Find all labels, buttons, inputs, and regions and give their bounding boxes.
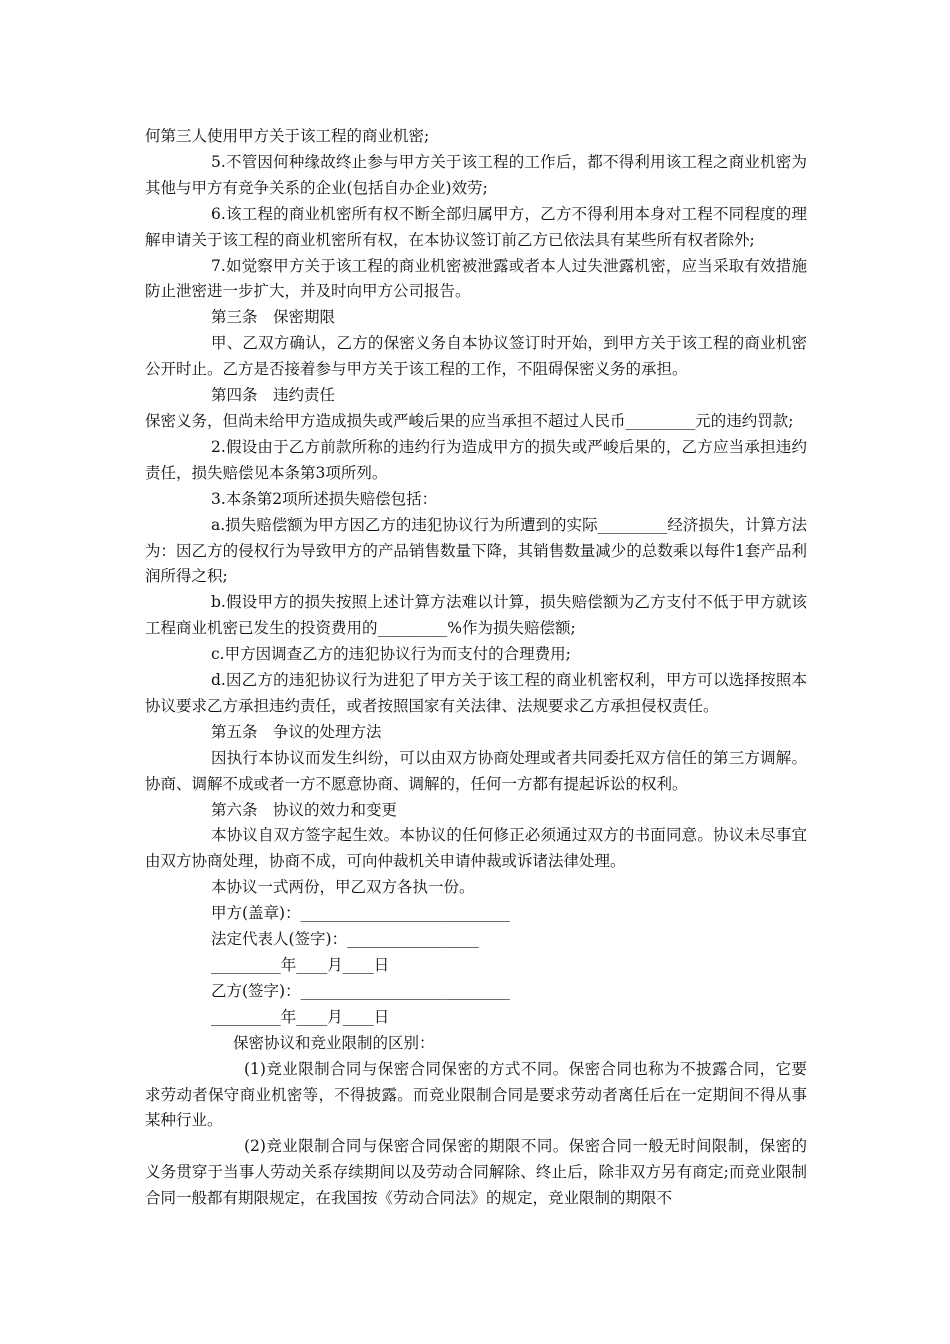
article-4-item-3: 3.本条第2项所述损失赔偿包括： [211,489,438,508]
article-6-body: 本协议自双方签字起生效。本协议的任何修正必须通过双方的书面同意。协议未尽事宜由双方协商处理，协商不成，可向仲裁机关申请仲裁或诉诸法律处理。 [145,826,807,871]
article-4-heading: 第四条 违约责任 [211,386,336,405]
party-a-seal-line: 甲方(盖章)：___________________________ [211,904,510,923]
difference-item-1: (1)竞业限制合同与保密合同保密的方式不同。保密合同也称为不披露合同，它要求劳动者保守商业机密等，不得披露。而竞业限制合同是要求劳动者离任后在一定期间不得从事某种行业。 [145,1059,807,1130]
article-4-item-1: 保密义务，但尚未给甲方造成损失或严峻后果的应当承担不超过人民币_________元的违约罚款; [145,411,794,430]
article-5-heading: 第五条 争议的处理方法 [211,722,382,741]
article-5-body: 因执行本协议而发生纠纷，可以由双方协商处理或者共同委托双方信任的第三方调解。协商、调解不成或者一方不愿意协商、调解的，任何一方都有提起诉讼的权利。 [145,748,807,793]
difference-item-2: (2)竞业限制合同与保密合同保密的期限不同。保密合同一般无时间限制，保密的义务贯穿于当事人劳动关系存续期间以及劳动合同解除、终止后，除非双方另有商定;而竞业限制合同一般都有期限规定，在我国按《劳动合同法》的规定，竞业限制的期限不 [145,1137,807,1208]
paragraph-continuation: 何第三人使用甲方关于该工程的商业机密; [145,127,430,145]
article-6-heading: 第六条 协议的效力和变更 [211,800,398,819]
clause-item-6: 6.该工程的商业机密所有权不断全部归属甲方，乙方不得利用本身对工程不同程度的理解申请关于该工程的商业机密所有权，在本协议签订前乙方已依法具有某些所有权者除外; [145,204,807,249]
party-a-date-line: _________年____月____日 [211,956,390,974]
party-b-signature-line: 乙方(签字)：___________________________ [211,981,510,1000]
clause-item-5: 5.不管因何种缘故终止参与甲方关于该工程的工作后，都不得利用该工程之商业机密为其他与甲方有竞争关系的企业(包括自办企业)效劳; [145,152,807,197]
article-3-heading: 第三条 保密期限 [211,308,336,327]
party-b-date-line: _________年____月____日 [211,1007,390,1026]
compensation-item-c: c.甲方因调查乙方的违犯协议行为而支付的合理费用; [211,645,571,664]
compensation-item-d: d.因乙方的违犯协议行为进犯了甲方关于该工程的商业机密权利，甲方可以选择按照本协议要求乙方承担违约责任，或者按照国家有关法律、法规要求乙方承担侵权责任。 [145,671,807,715]
copies-note: 本协议一式两份，甲乙双方各执一份。 [211,878,475,897]
document-body [145,124,807,1212]
compensation-item-b: b.假设甲方的损失按照上述计算方法难以计算，损失赔偿额为乙方支付不低于甲方就该工程商业机密已发生的投资费用的_________%作为损失赔偿额; [145,593,807,638]
compensation-item-a: a.损失赔偿额为甲方因乙方的违犯协议行为所遭到的实际_________经济损失，计算方法为：因乙方的侵权行为导致甲方的产品销售数量下降，其销售数量减少的总数乘以每件1套产品利润所得之积; [145,515,807,586]
article-3-body: 甲、乙双方确认，乙方的保密义务自本协议签订时开始，到甲方关于该工程的商业机密公开时止。乙方是否接着参与甲方关于该工程的工作，不阻碍保密义务的承担。 [145,334,807,379]
difference-heading: 保密协议和竞业限制的区别： [233,1033,435,1052]
legal-representative-line: 法定代表人(签字)：_________________ [211,930,479,949]
article-4-item-2: 2.假设由于乙方前款所称的违约行为造成甲方的损失或严峻后果的，乙方应当承担违约责任，损失赔偿见本条第3项所列。 [145,437,807,482]
clause-item-7: 7.如觉察甲方关于该工程的商业机密被泄露或者本人过失泄露机密，应当采取有效措施防止泄密进一步扩大，并及时向甲方公司报告。 [145,256,807,301]
